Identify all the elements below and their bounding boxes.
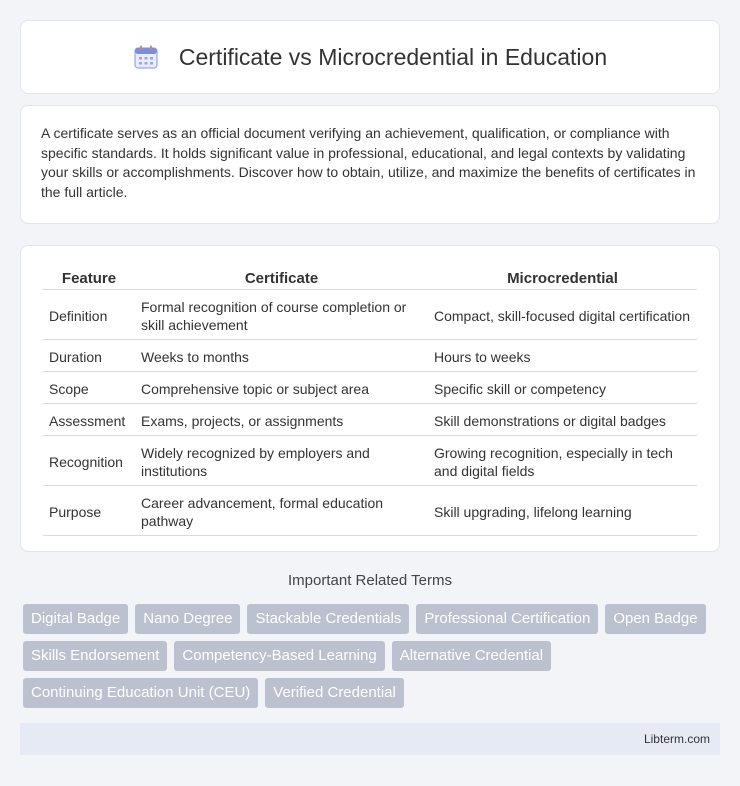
comparison-table-card xyxy=(20,245,720,552)
cell-microcredential: Growing recognition, especially in tech and digital fields xyxy=(428,436,697,486)
tag-nano-degree[interactable]: Nano Degree xyxy=(135,604,240,634)
cell-microcredential: Hours to weeks xyxy=(428,340,697,372)
calendar-icon xyxy=(133,44,159,70)
page-title: Certificate vs Microcredential in Education xyxy=(178,43,608,70)
table-row xyxy=(43,436,697,486)
footer-site-link[interactable]: Libterm.com xyxy=(643,732,710,746)
table-row xyxy=(43,404,697,436)
table-row xyxy=(43,372,697,404)
description-card xyxy=(20,105,720,224)
cell-microcredential: Specific skill or competency xyxy=(428,372,697,404)
header-certificate: Certificate xyxy=(135,264,428,290)
cell-feature: Scope xyxy=(43,372,135,404)
cell-microcredential: Compact, skill-focused digital certification xyxy=(428,290,697,340)
tag-alternative-credential[interactable]: Alternative Credential xyxy=(392,641,551,671)
cell-feature: Definition xyxy=(43,290,135,340)
cell-microcredential: Skill demonstrations or digital badges xyxy=(428,404,697,436)
tag-skills-endorsement[interactable]: Skills Endorsement xyxy=(23,641,167,671)
cell-feature: Assessment xyxy=(43,404,135,436)
cell-certificate: Weeks to months xyxy=(135,340,428,372)
tag-continuing-education-unit[interactable]: Continuing Education Unit (CEU) xyxy=(23,678,258,708)
tag-digital-badge[interactable]: Digital Badge xyxy=(23,604,128,634)
table-row xyxy=(43,340,697,372)
cell-microcredential: Skill upgrading, lifelong learning xyxy=(428,486,697,536)
cell-feature: Duration xyxy=(43,340,135,372)
tag-competency-based-learning[interactable]: Competency-Based Learning xyxy=(174,641,384,671)
cell-certificate: Exams, projects, or assignments xyxy=(135,404,428,436)
related-terms-title: Important Related Terms xyxy=(288,572,452,589)
tag-professional-certification[interactable]: Professional Certification xyxy=(416,604,598,634)
cell-certificate: Formal recognition of course completion or skill achievement xyxy=(135,290,428,340)
title-card xyxy=(20,20,720,94)
table-row xyxy=(43,486,697,536)
footer xyxy=(20,723,720,755)
related-terms-tags xyxy=(23,604,723,708)
comparison-table xyxy=(43,264,697,536)
tag-stackable-credentials[interactable]: Stackable Credentials xyxy=(247,604,409,634)
description-text: A certificate serves as an official document verifying an achievement, qualification, or compliance with specific standards. It holds significant value in professional, educational, and legal contexts by validating your skills or accomplishments. Discover how to obtain, utilize, and maximize the benefits of certificates in the full article. xyxy=(41,125,696,200)
cell-certificate: Widely recognized by employers and institutions xyxy=(135,436,428,486)
tag-verified-credential[interactable]: Verified Credential xyxy=(265,678,404,708)
cell-certificate: Career advancement, formal education pathway xyxy=(135,486,428,536)
tag-open-badge[interactable]: Open Badge xyxy=(605,604,705,634)
cell-feature: Purpose xyxy=(43,486,135,536)
table-row xyxy=(43,290,697,340)
cell-feature: Recognition xyxy=(43,436,135,486)
cell-certificate: Comprehensive topic or subject area xyxy=(135,372,428,404)
table-header-row xyxy=(43,264,697,290)
header-microcredential: Microcredential xyxy=(428,264,697,290)
header-feature: Feature xyxy=(43,264,135,290)
